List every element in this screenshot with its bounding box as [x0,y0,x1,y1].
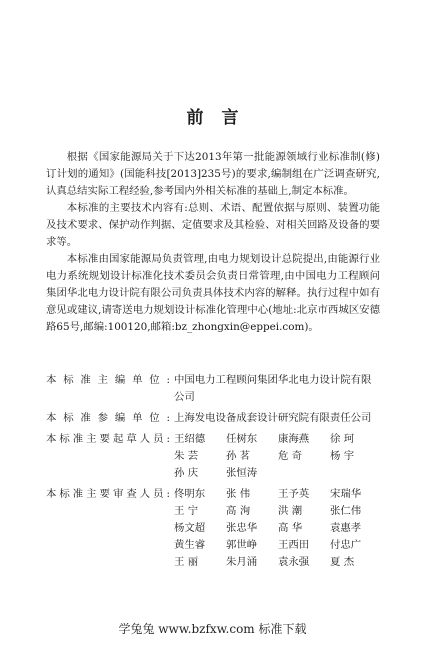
participating-label: 本标准参编单位: [46,412,170,424]
page-title: 前言 [186,108,257,128]
reviewer-name: 洪 潮 [278,505,303,517]
reviewer-name: 夏 杰 [330,556,355,568]
reviewer-name: 袁永强 [278,556,310,568]
drafter-name: 孙 茗 [226,450,251,462]
drafters-label: 本标准主要起草人员: [46,433,170,445]
chief-editor-row [46,372,380,406]
paragraph: 本标准的主要技术内容有:总则、术语、配置依据与原则、装置功能及技术要求、保护动作判据、定值要求及其检验、对相关回路及设备的要求等。 [46,202,380,248]
reviewers-row [46,486,380,571]
reviewer-name: 黄生睿 [174,539,206,551]
drafters-list [174,431,380,482]
drafter-name: 张恒涛 [226,467,258,479]
paragraph: 根据《国家能源局关于下达2013年第一批能源领域行业标准制(修)订计划的通知》(国能科技[2013]235号)的要求,编制组在广泛调查研究,认真总结实际工程经验,参考国内外相关标准的基础上,制定本标准。 [46,151,380,197]
drafters-row [46,431,380,482]
drafter-name: 朱 芸 [174,450,199,462]
reviewer-name: 郭世峥 [226,539,258,551]
reviewer-name: 高 华 [278,522,303,534]
reviewer-name: 付忠广 [330,539,362,551]
reviewer-name: 王予英 [278,488,310,500]
reviewer-name: 杨文超 [174,522,206,534]
reviewer-name: 张 伟 [226,488,251,500]
reviewer-name: 佟明东 [174,488,206,500]
chief-editor-label: 本标准主编单位: [46,374,170,386]
reviewer-name: 袁惠孝 [330,522,362,534]
reviewers-list [174,486,380,571]
reviewer-name: 朱月涌 [226,556,258,568]
paragraph: 本标准由国家能源局负责管理,由电力规划设计总院提出,由能源行业电力系统规划设计标准化技术委员会负责日常管理,由中国电力工程顾问集团华北电力设计院有限公司负责具体技术内容的解释。执行过程中如有意见或建议,请寄送电力规划设计标准化管理中心(地址:北京市西城区安德路65号,邮编:100120,邮箱:bz_zhongxin@eppei.com)。 [46,253,380,333]
reviewers-label: 本标准主要审查人员: [46,488,170,500]
reviewer-name: 张忠华 [226,522,258,534]
reviewer-name: 宋瑞华 [330,488,362,500]
participating-row [46,410,380,427]
reviewer-name: 王 丽 [174,556,199,568]
drafter-name: 康海燕 [278,433,310,445]
reviewer-name: 高 洵 [226,505,251,517]
reviewer-name: 王 宁 [174,505,199,517]
participating-value: 上海发电设备成套设计研究院有限责任公司 [174,412,372,424]
drafter-name: 杨 宇 [330,450,355,462]
drafter-name: 任树东 [226,433,258,445]
watermark-text: 学兔兔 www.bzfxw.com 标准下载 [118,622,307,636]
reviewer-name: 王西田 [278,539,310,551]
drafter-name: 徐 珂 [330,433,355,445]
chief-editor-value: 中国电力工程顾问集团华北电力设计院有限公司 [174,374,372,403]
reviewer-name: 张仁伟 [330,505,362,517]
drafter-name: 危 奇 [278,450,303,462]
preface-body [46,149,380,336]
drafter-name: 王绍德 [174,433,206,445]
drafter-name: 孙 庆 [174,467,199,479]
contributors-section [46,372,380,571]
